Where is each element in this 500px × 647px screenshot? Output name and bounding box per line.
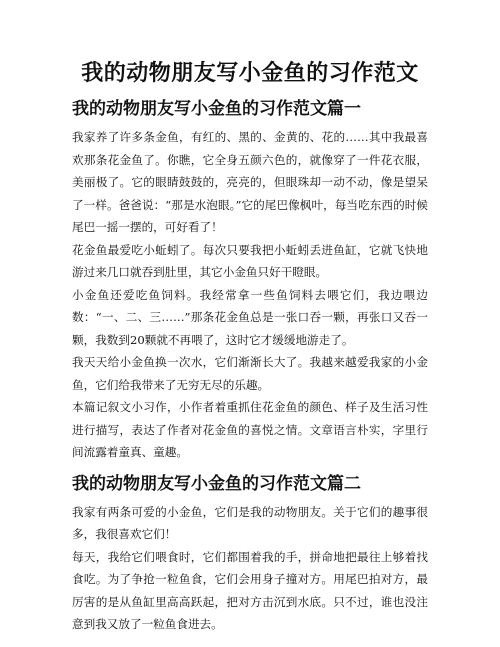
paragraph: 花金鱼最爱吃小蚯蚓了。每次只要我把小蚯蚓丢进鱼缸，它就飞快地游过来几口就吞到肚里，其它小金鱼只好干瞪眼。 [72,242,428,279]
section-1-body [72,126,428,464]
document-title: 我的动物朋友写小金鱼的习作范文 [81,60,419,86]
section-2-body [72,501,428,636]
paragraph: 我天天给小金鱼换一次水，它们渐渐长大了。我越来越爱我家的小金鱼，它们给我带来了无穷无尽的乐趣。 [72,355,428,392]
paragraph: 我家有两条可爱的小金鱼，它们是我的动物朋友。关于它们的趣事很多，我很喜欢它们！ [72,504,428,541]
section-heading-2: 我的动物朋友写小金鱼的习作范文篇二 [72,473,361,494]
paragraph: 小金鱼还爱吃鱼饲料。我经常拿一些鱼饲料去喂它们，我边喂边数：“一、二、三……”那条花金鱼总是一张口吞一颗，再张口又吞一颗，我数到20颗就不再喂了，这时它才缓缓地游走了。 [72,287,428,347]
paragraph: 每天，我给它们喂食时，它们都围着我的手，拼命地把最往上够着找食吃。为了争抢一粒鱼食，它们会用身子撞对方。用尾巴拍对方，最厉害的是从鱼缸里高高跃起，把对方击沉到水底。只不过，谁也没注意到我又放了一粒鱼食进去。 [72,549,428,631]
paragraph: 本篇记叙文小习作，小作者着重抓住花金鱼的颜色、样子及生活习性进行描写，表达了作者对花金鱼的喜悦之情。文章语言朴实，字里行间流露着童真、童趣。 [72,400,428,459]
paragraph: 我家养了许多条金鱼，有红的、黑的、金黄的、花的……其中我最喜欢那条花金鱼了。你瞧，它全身五颜六色的，就像穿了一件花衣服，美丽极了。它的眼睛鼓鼓的，亮亮的，但眼珠却一动不动，像是望呆了一样。爸爸说：“那是水泡眼。”它的尾巴像枫叶，每当吃东西的时候尾巴一摇一摆的，可好看了！ [72,130,428,234]
section-heading-1: 我的动物朋友写小金鱼的习作范文篇一 [72,99,361,119]
